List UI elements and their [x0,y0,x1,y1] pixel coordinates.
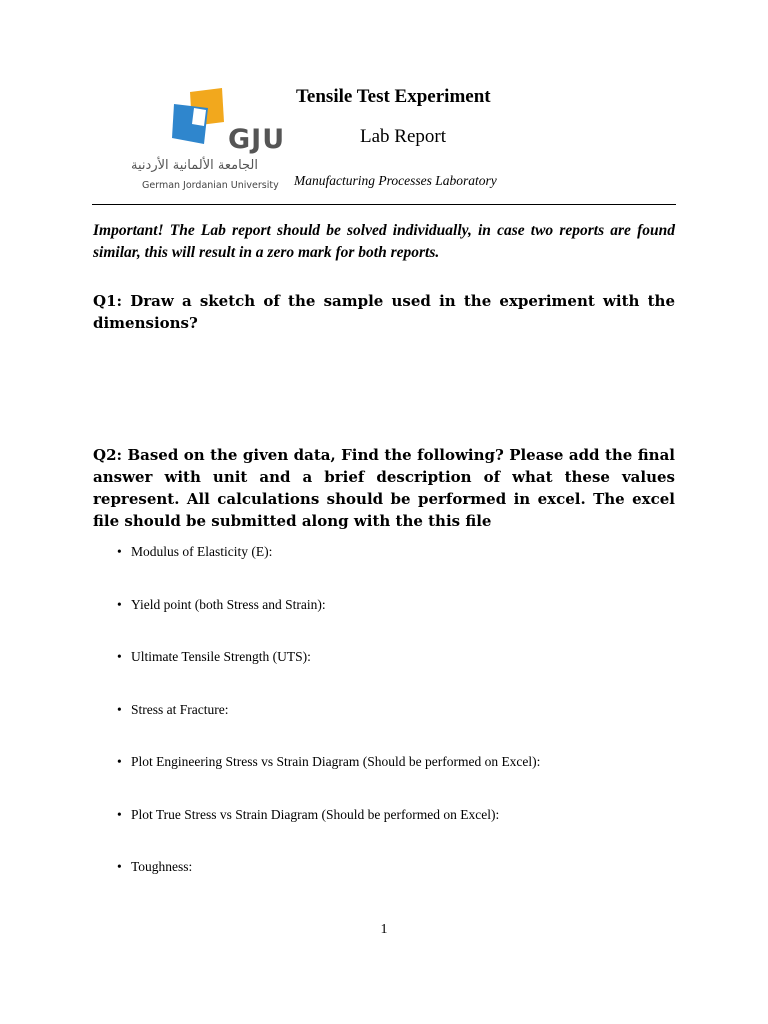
list-item-label: Ultimate Tensile Strength (UTS): [131,649,311,664]
list-item [117,540,677,593]
list-item [117,698,677,751]
logo-arabic-name: الجامعة الألمانية الأردنية [131,158,258,173]
list-item-label: Modulus of Elasticity (E): [131,544,273,559]
list-item [117,803,677,856]
list-item [117,750,677,803]
university-logo [110,84,286,196]
gju-logo-icon [172,86,236,150]
answer-items-list [117,540,677,908]
lab-name: Manufacturing Processes Laboratory [294,173,497,188]
document-subtitle: Lab Report [360,126,447,147]
list-item [117,855,677,908]
logo-english-name: German Jordanian University [142,180,279,191]
question-1: Q1: Draw a sketch of the sample used in the experiment with the dimensions? [93,292,675,332]
bullet-icon: • [117,806,122,822]
logo-white-notch [192,108,206,126]
bullet-icon: • [117,701,122,717]
list-item-label: Toughness: [131,859,193,874]
bullet-icon: • [117,649,122,664]
question-2: Q2: Based on the given data, Find the following? Please add the final answer with unit and a brief description of what these values represent. All calculations should be performed in excel. The excel file should be submitted along with the this file [93,446,675,530]
bullet-icon: • [117,544,122,559]
header-divider [92,204,676,205]
document-title: Tensile Test Experiment [296,86,491,107]
list-item-label: Yield point (both Stress and Strain): [131,596,326,612]
list-item-label: Plot Engineering Stress vs Strain Diagram (Should be performed on Excel): [131,754,541,769]
bullet-icon: • [117,596,122,612]
list-item-label: Plot True Stress vs Strain Diagram (Should be performed on Excel): [131,806,500,822]
bullet-icon: • [117,859,122,874]
list-item-label: Stress at Fracture: [131,701,229,717]
list-item [117,645,677,698]
list-item [117,593,677,646]
page-number: 1 [380,922,388,937]
logo-abbreviation: GJU [228,124,286,155]
bullet-icon: • [117,754,122,769]
important-notice: Important! The Lab report should be solved individually, in case two reports are found similar, this will result in a zero mark for both reports. [93,222,675,261]
